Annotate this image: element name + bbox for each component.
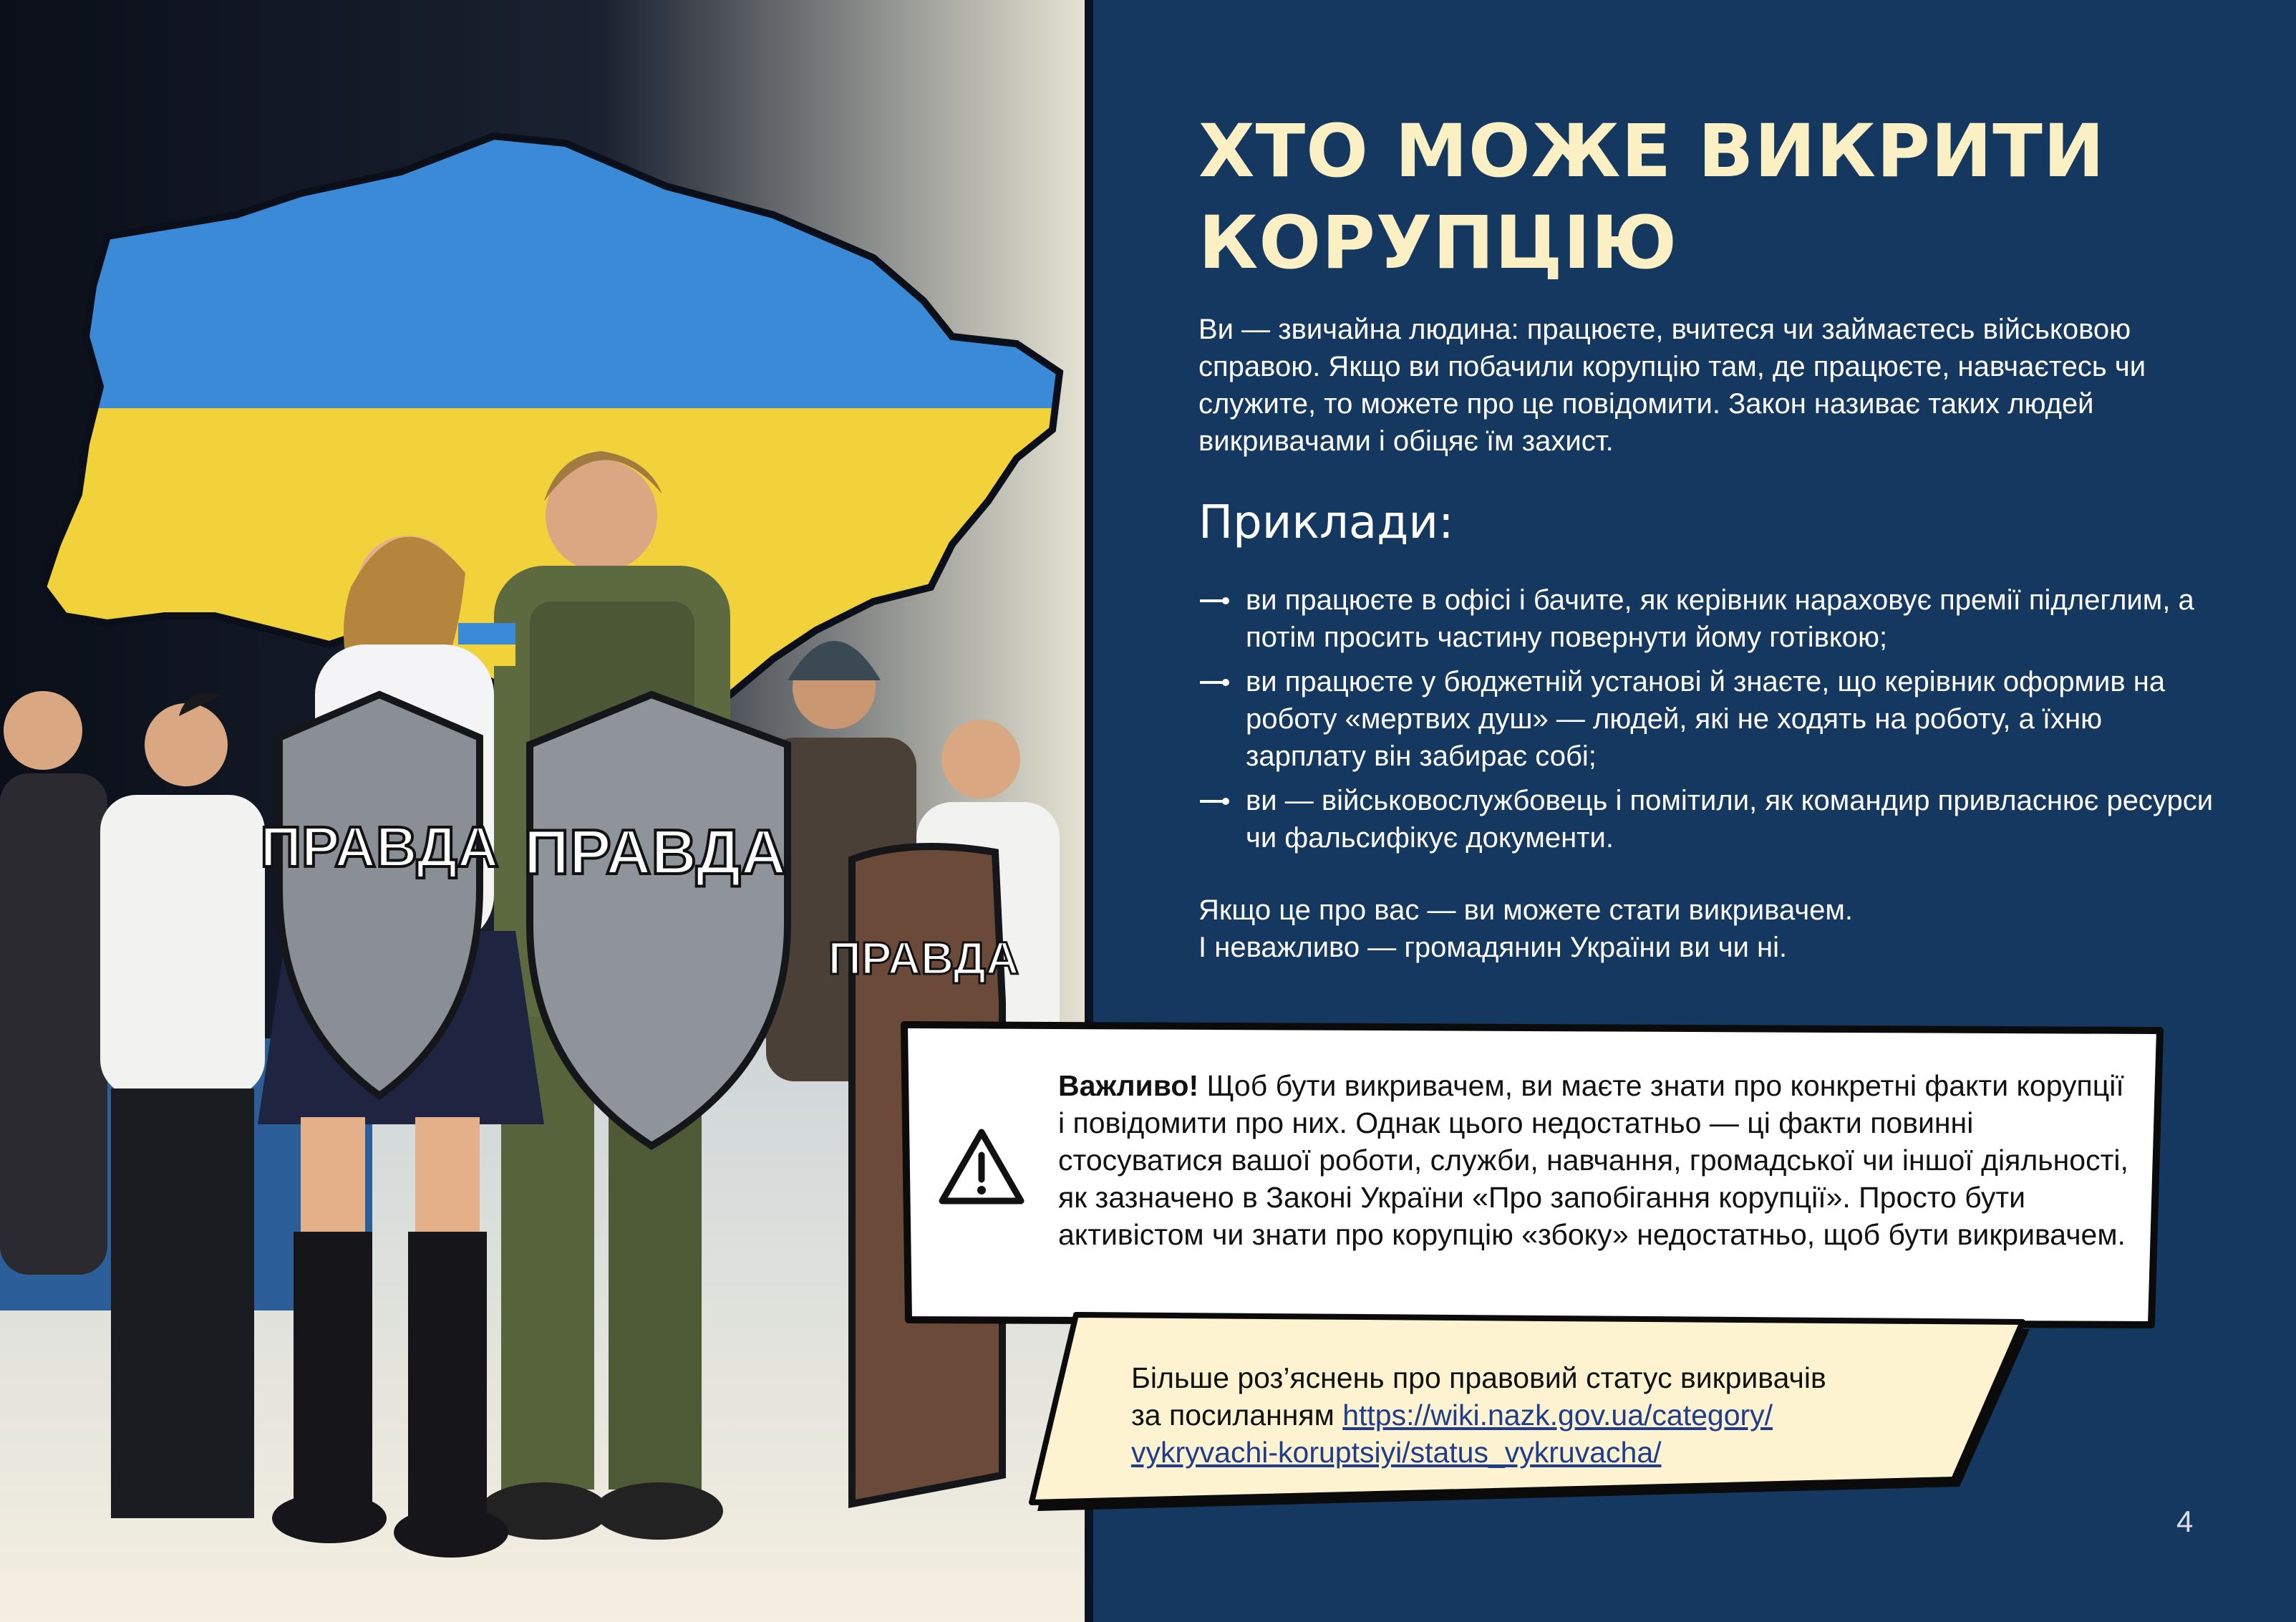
warning-body: Щоб бути викривачем, ви маєте знати про конкретні факти корупції і повідомити про них. Однак цього недостатньо — ці факти повинні стосуватися вашої роботи, служби, навчання, громадської чи іншої діяльності, як зазначено в Законі України «Про запобігання корупції». Просто бути активістом чи знати про корупцію «збоку» недостатньо, щоб бути викривачем. [1058,1069,2128,1251]
status-link-continued[interactable]: vykryvachi-koruptsiyi/status_vykruvacha/ [1131,1436,1662,1469]
intro-paragraph: Ви — звичайна людина: працюєте, вчитеся чи займаєтесь військовою справою. Якщо ви побачили корупцію там, де працюєте, навчаєтесь чи служите, то можете про це повідомити. Закон називає таких людей викривачами і обіцяє їм захист. [1198,314,2146,457]
example-text: ви працюєте у бюджетній установі й знаєте, що керівник оформив на роботу «мертвих душ» — людей, які не ходять на роботу, а їхню зарплату він забирає собі; [1246,666,2166,772]
shield-label-riot: ПРАВДА [828,932,1019,984]
arrow-bullet-icon [1200,597,1231,604]
example-text: ви працюєте в офісі і бачите, як керівник нараховує премії підлеглим, а потім просить частину повернути йому готівкою; [1246,584,2194,653]
page-title: ХТО МОЖЕ ВИКРИТИ КОРУПЦІЮ [1198,109,2106,286]
person-left-suit [0,691,107,1275]
person-left-shirt [100,693,265,1518]
list-item [1198,782,2229,856]
shield-label-center: ПРАВДА [523,816,787,887]
shield-label-small: ПРАВДА [260,815,499,879]
arrow-bullet-icon [1200,798,1231,805]
note-line-1: Більше роз’яснень про правовий статус викривачів [1131,1361,1826,1394]
warning-triangle-icon [936,1126,1027,1207]
warning-lead: Важливо! [1058,1069,1199,1102]
conclusion-line-1: Якщо це про вас — ви можете стати викривачем. [1198,894,1854,926]
examples-list [1198,581,2229,864]
conclusion-text [1198,892,2201,966]
examples-heading: Приклади: [1198,496,1454,549]
comic-illustration [0,0,1095,1622]
example-text: ви — військовослужбовець і помітили, як командир привласнює ресурси чи фальсифікує документи. [1246,785,2214,854]
arrow-bullet-icon [1200,679,1231,686]
note-text [1131,1359,1990,1471]
list-item [1198,663,2229,775]
warning-text [1058,1067,2132,1253]
note-prefix: за посиланням [1131,1399,1343,1432]
list-item [1198,581,2229,656]
status-link[interactable]: https://wiki.nazk.gov.ua/category/ [1342,1399,1773,1432]
page-number: 4 [2176,1505,2194,1538]
conclusion-line-2: І неважливо — громадянин України ви чи ні. [1198,932,1788,963]
illustration-artwork [0,0,1095,1622]
